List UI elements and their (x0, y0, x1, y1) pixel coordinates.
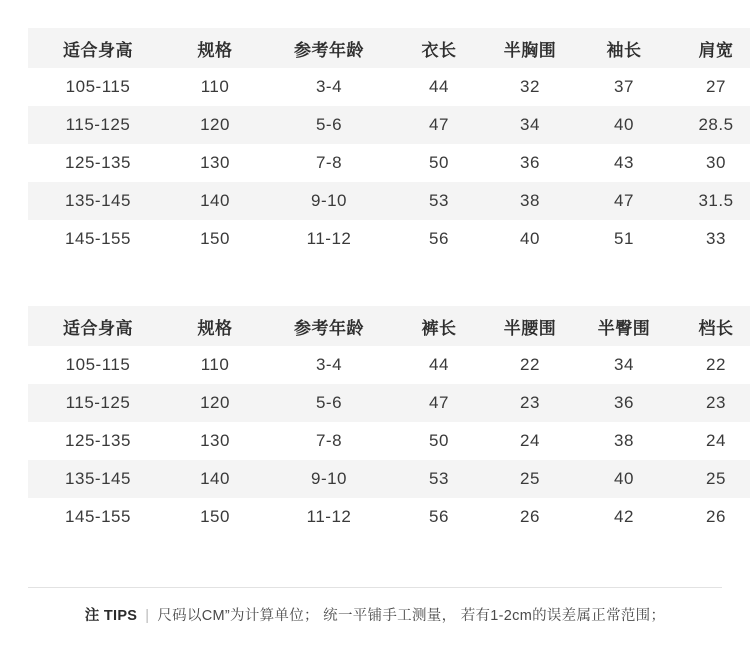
table-row (28, 182, 750, 220)
cell: 28.5 (670, 106, 750, 144)
cell: 110 (168, 346, 262, 384)
cell: 34 (482, 106, 578, 144)
cell: 36 (578, 384, 670, 422)
table-header-row (28, 306, 750, 346)
cell: 105-115 (28, 68, 168, 106)
column-header: 参考年龄 (262, 306, 396, 346)
cell: 3-4 (262, 68, 396, 106)
table-row (28, 346, 750, 384)
cell: 38 (482, 182, 578, 220)
cell: 24 (670, 422, 750, 460)
tips-line (28, 604, 722, 625)
cell: 26 (482, 498, 578, 536)
cell: 5-6 (262, 384, 396, 422)
top-size-table (28, 28, 750, 258)
cell: 130 (168, 422, 262, 460)
cell: 11-12 (262, 220, 396, 258)
table-row (28, 384, 750, 422)
cell: 47 (396, 106, 482, 144)
cell: 9-10 (262, 182, 396, 220)
table-row (28, 144, 750, 182)
tips-separator: | (145, 608, 150, 624)
cell: 32 (482, 68, 578, 106)
cell: 7-8 (262, 144, 396, 182)
cell: 47 (396, 384, 482, 422)
cell: 23 (670, 384, 750, 422)
column-header: 衣长 (396, 28, 482, 68)
cell: 23 (482, 384, 578, 422)
cell: 145-155 (28, 498, 168, 536)
pants-size-table (28, 306, 750, 536)
cell: 115-125 (28, 106, 168, 144)
cell: 42 (578, 498, 670, 536)
cell: 40 (578, 460, 670, 498)
table-row (28, 106, 750, 144)
column-header: 适合身高 (28, 306, 168, 346)
cell: 51 (578, 220, 670, 258)
column-header: 裤长 (396, 306, 482, 346)
cell: 140 (168, 182, 262, 220)
column-header: 半腰围 (482, 306, 578, 346)
column-header: 规格 (168, 28, 262, 68)
cell: 145-155 (28, 220, 168, 258)
cell: 7-8 (262, 422, 396, 460)
cell: 150 (168, 220, 262, 258)
table-header-row (28, 28, 750, 68)
cell: 50 (396, 422, 482, 460)
cell: 3-4 (262, 346, 396, 384)
cell: 24 (482, 422, 578, 460)
table-row (28, 422, 750, 460)
cell: 135-145 (28, 460, 168, 498)
cell: 125-135 (28, 144, 168, 182)
cell: 25 (482, 460, 578, 498)
column-header: 半胸围 (482, 28, 578, 68)
table-row (28, 498, 750, 536)
cell: 135-145 (28, 182, 168, 220)
tips-text: 尺码以CM”为计算单位； 统一平铺手工测量， 若有1-2cm的误差属正常范围； (157, 608, 666, 624)
cell: 150 (168, 498, 262, 536)
column-header: 档长 (670, 306, 750, 346)
cell: 44 (396, 346, 482, 384)
cell: 11-12 (262, 498, 396, 536)
table-row (28, 460, 750, 498)
cell: 53 (396, 460, 482, 498)
pants-size-table-block (28, 258, 734, 536)
cell: 140 (168, 460, 262, 498)
cell: 47 (578, 182, 670, 220)
column-header: 袖长 (578, 28, 670, 68)
column-header: 肩宽 (670, 28, 750, 68)
tips-label: 注 TIPS (84, 608, 138, 624)
table-row (28, 68, 750, 106)
divider (28, 587, 722, 588)
column-header: 适合身高 (28, 28, 168, 68)
cell: 34 (578, 346, 670, 384)
cell: 120 (168, 384, 262, 422)
cell: 22 (482, 346, 578, 384)
cell: 9-10 (262, 460, 396, 498)
column-header: 规格 (168, 306, 262, 346)
cell: 53 (396, 182, 482, 220)
cell: 36 (482, 144, 578, 182)
cell: 37 (578, 68, 670, 106)
cell: 130 (168, 144, 262, 182)
cell: 110 (168, 68, 262, 106)
cell: 44 (396, 68, 482, 106)
cell: 125-135 (28, 422, 168, 460)
cell: 56 (396, 220, 482, 258)
cell: 30 (670, 144, 750, 182)
cell: 31.5 (670, 182, 750, 220)
cell: 40 (482, 220, 578, 258)
cell: 5-6 (262, 106, 396, 144)
cell: 33 (670, 220, 750, 258)
cell: 26 (670, 498, 750, 536)
cell: 120 (168, 106, 262, 144)
cell: 22 (670, 346, 750, 384)
column-header: 半臀围 (578, 306, 670, 346)
tips-section (28, 587, 722, 625)
column-header: 参考年龄 (262, 28, 396, 68)
cell: 105-115 (28, 346, 168, 384)
table-row (28, 220, 750, 258)
cell: 43 (578, 144, 670, 182)
cell: 40 (578, 106, 670, 144)
top-size-table-block (28, 0, 734, 258)
cell: 38 (578, 422, 670, 460)
cell: 115-125 (28, 384, 168, 422)
cell: 25 (670, 460, 750, 498)
cell: 27 (670, 68, 750, 106)
cell: 50 (396, 144, 482, 182)
cell: 56 (396, 498, 482, 536)
